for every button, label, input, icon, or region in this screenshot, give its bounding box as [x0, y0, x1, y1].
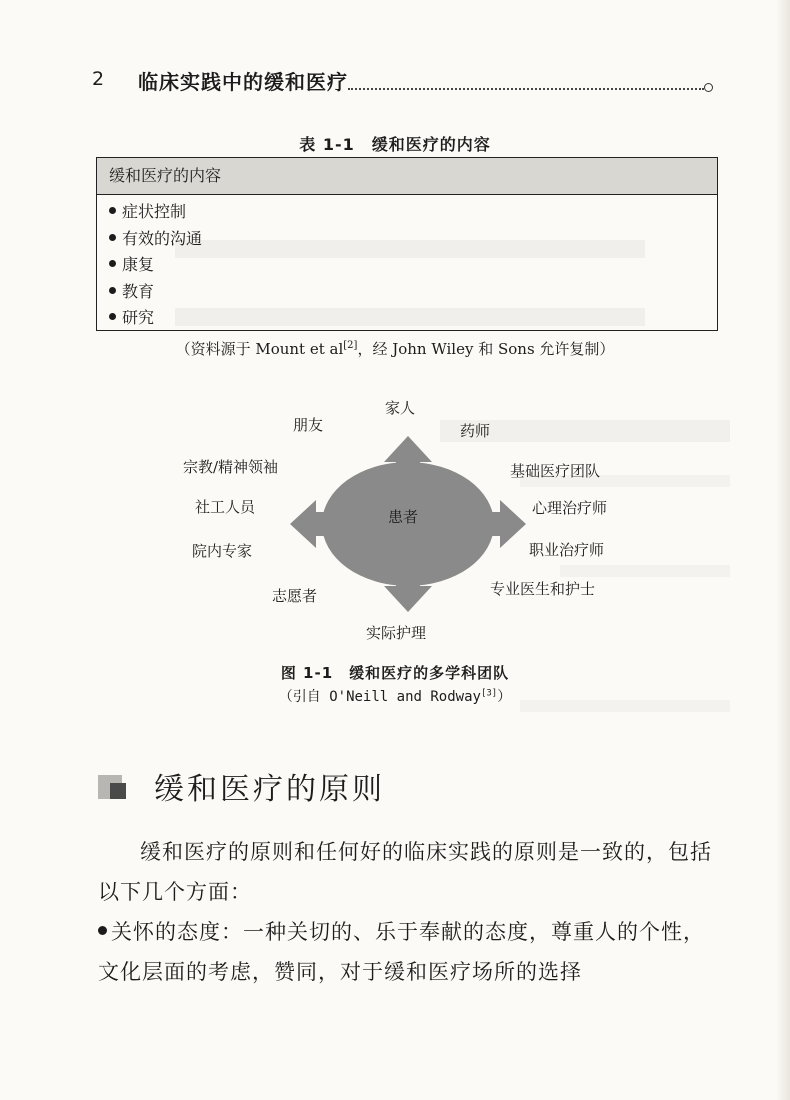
body-bullet-item: 关怀的态度：一种关切的、乐于奉献的态度，尊重人的个性，文化层面的考虑，赞同，对于缓和医疗场所的选择	[98, 920, 705, 984]
table-row: 研究	[109, 305, 717, 332]
diagram-label-volunteer: 志愿者	[272, 587, 318, 605]
header-dotted-rule	[348, 88, 704, 90]
citation-ref: [2]	[343, 340, 358, 351]
section-body	[98, 832, 726, 992]
content-table	[96, 157, 718, 331]
bullet-icon	[109, 260, 116, 267]
team-diagram	[0, 380, 790, 640]
table-row: 有效的沟通	[109, 226, 717, 253]
bullet-icon	[98, 926, 107, 935]
book-title: 临床实践中的缓和医疗	[138, 70, 348, 94]
diagram-label-pharmacist: 药师	[460, 422, 491, 440]
table-caption: 表 1-1 缓和医疗的内容	[299, 135, 491, 154]
section-marker-icon	[98, 773, 132, 801]
bullet-icon	[109, 313, 116, 320]
figure-caption: 图 1-1 缓和医疗的多学科团队	[280, 664, 510, 682]
table-row: 症状控制	[109, 199, 717, 226]
bullet-icon	[109, 234, 116, 241]
table-row: 教育	[109, 279, 717, 306]
diagram-label-occupational-therapist: 职业治疗师	[529, 541, 605, 559]
diagram-label-religious-leader: 宗教/精神领袖	[183, 458, 279, 476]
diagram-center-label: 患者	[388, 508, 419, 526]
diagram-label-friends: 朋友	[293, 416, 324, 434]
diagram-label-family: 家人	[385, 399, 416, 417]
citation-ref: [3]	[480, 688, 498, 699]
diagram-label-social-worker: 社工人员	[195, 498, 256, 516]
figure-source-note: （引自 O'Neill and Rodway[3]）	[278, 688, 512, 705]
diagram-label-primary-care-team: 基础医疗团队	[510, 462, 601, 480]
diagram-label-practical-care: 实际护理	[366, 624, 427, 642]
bullet-icon	[109, 207, 116, 214]
diagram-label-psychotherapist: 心理治疗师	[532, 499, 608, 517]
table-column-header: 缓和医疗的内容	[97, 158, 717, 195]
table-row: 康复	[109, 252, 717, 279]
bullet-icon	[109, 287, 116, 294]
page-number: 2	[92, 68, 105, 90]
diagram-label-hospital-specialist: 院内专家	[192, 542, 253, 560]
section-title: 缓和医疗的原则	[154, 772, 385, 807]
diagram-label-specialist-doctors-nurses: 专业医生和护士	[490, 580, 596, 598]
header-end-circle	[704, 83, 713, 92]
body-paragraph: 缓和医疗的原则和任何好的临床实践的原则是一致的，包括以下几个方面：	[98, 840, 712, 904]
running-header	[92, 66, 712, 96]
table-source-note: （资料源于 Mount et al[2]，经 John Wiley 和 Sons 允许复制）	[175, 340, 615, 358]
table-item-list	[97, 195, 717, 332]
